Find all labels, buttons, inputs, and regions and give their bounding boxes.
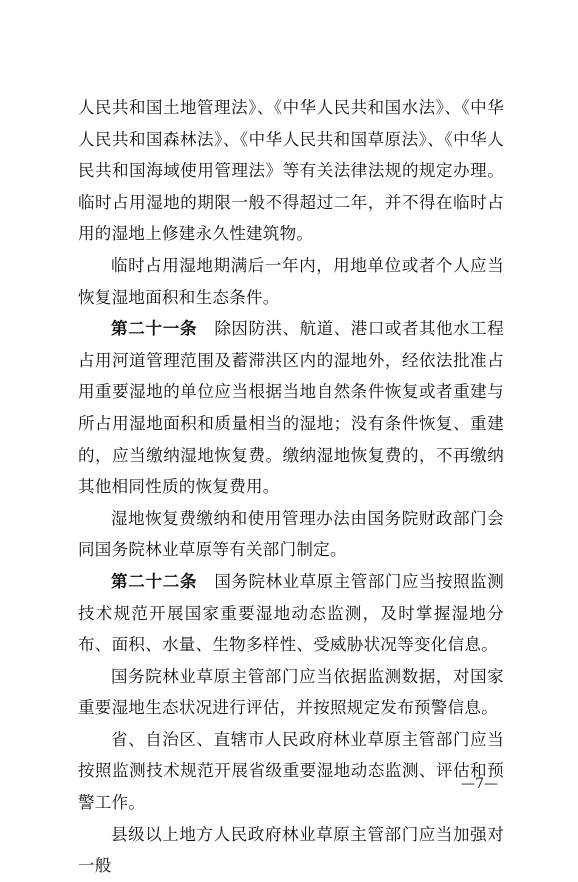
paragraph-article-22 <box>78 566 504 661</box>
paragraph-text: 临时占用湿地期满后一年内，用地单位或者个人应当恢复湿地面积和生态条件。 <box>78 255 504 307</box>
paragraph-text: 国务院林业草原主管部门应当按照监测技术规范开展国家重要湿地动态监测，及时掌握湿地分布、面积、水量、生物多样性、受威胁状况等变化信息。 <box>78 571 505 655</box>
body-text <box>78 92 504 882</box>
article-number: 第二十一条 <box>111 319 198 339</box>
paragraph-text: 湿地恢复费缴纳和使用管理办法由国务院财政部门会同国务院林业草原等有关部门制定。 <box>78 508 504 560</box>
paragraph-article-21 <box>78 313 504 503</box>
paragraph-8 <box>78 819 504 882</box>
paragraph-2 <box>78 250 504 313</box>
page-number: —7— <box>461 776 498 792</box>
paragraph-4 <box>78 503 504 566</box>
paragraph-text: 国务院林业草原主管部门应当依据监测数据，对国家重要湿地生态状况进行评估，并按照规定发布预警信息。 <box>78 666 504 718</box>
paragraph-6 <box>78 661 504 724</box>
paragraph-1 <box>78 92 504 250</box>
paragraph-text: 除因防洪、航道、港口或者其他水工程占用河道管理范围及蓄滞洪区内的湿地外，经依法批准占用重要湿地的单位应当根据当地自然条件恢复或者重建与所占用湿地面积和质量相当的湿地；没有条件恢复、重建的，应当缴纳湿地恢复费。缴纳湿地恢复费的，不再缴纳其他相同性质的恢复费用。 <box>78 319 505 497</box>
paragraph-text: 县级以上地方人民政府林业草原主管部门应当加强对一般 <box>78 824 504 876</box>
paragraph-text: 人民共和国土地管理法》、《中华人民共和国水法》、《中华人民共和国森林法》、《中华人民共和国草原法》、《中华人民共和国海域使用管理法》等有关法律法规的规定办理。临时占用湿地的期限一般不得超过二年，并不得在临时占用的湿地上修建永久性建筑物。 <box>78 98 504 244</box>
article-number: 第二十二条 <box>111 571 198 591</box>
paragraph-7 <box>78 724 504 819</box>
paragraph-text: 省、自治区、直辖市人民政府林业草原主管部门应当按照监测技术规范开展省级重要湿地动态监测、评估和预警工作。 <box>78 729 504 813</box>
